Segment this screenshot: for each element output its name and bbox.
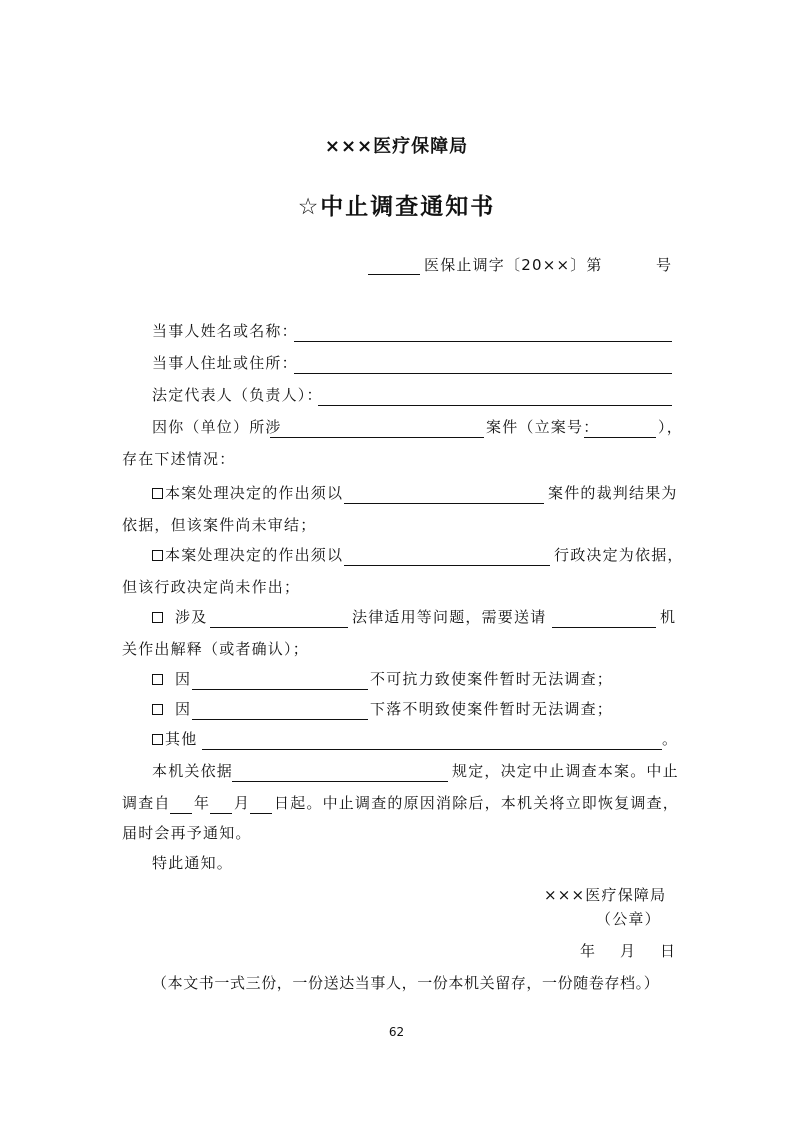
option-1 bbox=[152, 486, 343, 501]
option-3-text-mid: 法律适用等问题，需要送请 bbox=[352, 608, 547, 626]
option-4-text: 因 bbox=[175, 670, 192, 688]
party-address-label: 当事人住址或住所： bbox=[152, 354, 298, 372]
case-name-blank[interactable] bbox=[270, 437, 484, 438]
doc-number-text: 医保止调字〔20××〕第 bbox=[424, 256, 603, 274]
signature-org: ×××医疗保障局 bbox=[544, 886, 667, 904]
from-year-blank[interactable] bbox=[170, 813, 192, 814]
from-year-label: 年 bbox=[194, 794, 211, 812]
footnote: （本文书一式三份，一份送达当事人，一份本机关留存，一份随卷存档。） bbox=[152, 974, 660, 992]
option-3 bbox=[152, 610, 207, 625]
basis-label: 本机关依据 bbox=[152, 762, 234, 780]
option-3-text-end: 机 bbox=[660, 608, 677, 626]
option-3-law-blank[interactable] bbox=[210, 627, 348, 628]
option-1-text: 本案处理决定的作出须以 bbox=[165, 484, 344, 502]
option-6-checkbox[interactable] bbox=[152, 734, 163, 745]
option-5-checkbox[interactable] bbox=[152, 704, 163, 715]
closing-text: 特此通知。 bbox=[152, 854, 234, 872]
option-2-continuation: 但该行政决定尚未作出； bbox=[122, 578, 301, 596]
from-month-blank[interactable] bbox=[210, 813, 232, 814]
official-seal: （公章） bbox=[596, 910, 661, 928]
option-2-blank[interactable] bbox=[344, 565, 550, 566]
notify-text: 届时会再予通知。 bbox=[122, 824, 252, 842]
option-6-blank[interactable] bbox=[202, 749, 662, 750]
option-3-authority-blank[interactable] bbox=[552, 627, 656, 628]
option-4-checkbox[interactable] bbox=[152, 674, 163, 685]
from-month-label: 月 bbox=[234, 794, 251, 812]
option-1-checkbox[interactable] bbox=[152, 488, 163, 499]
legal-rep-label: 法定代表人（负责人）： bbox=[152, 386, 323, 404]
signature-month: 月 bbox=[620, 942, 637, 960]
option-4-text-post: 不可抗力致使案件暂时无法调查； bbox=[370, 670, 614, 688]
option-1-text-post: 案件的裁判结果为 bbox=[548, 484, 678, 502]
issuing-authority: ×××医疗保障局 bbox=[324, 136, 469, 157]
option-6-text-end: 。 bbox=[662, 730, 679, 748]
basis-blank[interactable] bbox=[232, 781, 448, 782]
case-number-blank[interactable] bbox=[584, 437, 656, 438]
basis-text-post: 规定，决定中止调查本案。中止 bbox=[452, 762, 679, 780]
option-1-blank[interactable] bbox=[344, 503, 544, 504]
option-2 bbox=[152, 548, 343, 563]
option-4 bbox=[152, 672, 191, 687]
signature-year: 年 bbox=[580, 942, 597, 960]
legal-rep-blank[interactable] bbox=[318, 405, 672, 406]
doc-number-suffix: 号 bbox=[656, 256, 673, 274]
case-number-label: 案件（立案号： bbox=[486, 418, 600, 436]
from-day-blank[interactable] bbox=[250, 813, 272, 814]
option-1-continuation: 依据，但该案件尚未审结； bbox=[122, 516, 317, 534]
option-2-text-post: 行政决定为依据， bbox=[554, 546, 684, 564]
party-address-blank[interactable] bbox=[294, 373, 672, 374]
option-4-blank[interactable] bbox=[192, 689, 368, 690]
option-2-checkbox[interactable] bbox=[152, 550, 163, 561]
situation-label: 存在下述情况： bbox=[122, 450, 236, 468]
option-2-text: 本案处理决定的作出须以 bbox=[165, 546, 344, 564]
option-6-text: 其他 bbox=[165, 730, 198, 748]
page-number: 62 bbox=[388, 1025, 405, 1039]
involve-end: ）， bbox=[658, 418, 683, 436]
party-name-label: 当事人姓名或名称： bbox=[152, 322, 298, 340]
document-title: ☆中止调查通知书 bbox=[297, 194, 496, 220]
option-6 bbox=[152, 732, 197, 747]
option-5-text-post: 下落不明致使案件暂时无法调查； bbox=[370, 700, 614, 718]
involve-label: 因你（单位）所涉 bbox=[152, 418, 282, 436]
option-3-text: 涉及 bbox=[175, 608, 208, 626]
option-3-continuation: 关作出解释（或者确认）； bbox=[122, 640, 309, 658]
from-label: 调查自 bbox=[122, 794, 171, 812]
option-5-blank[interactable] bbox=[192, 719, 368, 720]
doc-prefix-blank[interactable] bbox=[368, 274, 420, 275]
from-day-text: 日起。中止调查的原因消除后，本机关将立即恢复调查， bbox=[274, 794, 680, 812]
option-5-text: 因 bbox=[175, 700, 192, 718]
option-5 bbox=[152, 702, 191, 717]
option-3-checkbox[interactable] bbox=[152, 612, 163, 623]
party-name-blank[interactable] bbox=[294, 341, 672, 342]
signature-day: 日 bbox=[660, 942, 677, 960]
